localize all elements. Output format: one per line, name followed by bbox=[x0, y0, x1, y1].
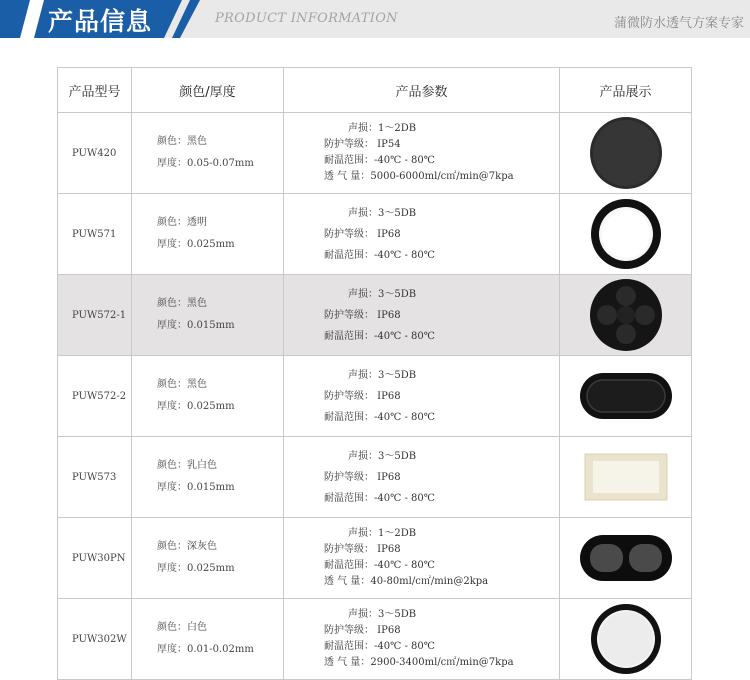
color-thickness-cell bbox=[132, 113, 284, 194]
model-cell: PUW571 bbox=[58, 194, 132, 275]
thickness-value: 厚度：0.015mm bbox=[157, 320, 235, 331]
color-thickness-cell bbox=[132, 437, 284, 518]
black-disc-icon bbox=[588, 115, 664, 191]
color-value: 颜色：白色 bbox=[157, 622, 207, 633]
spec-table bbox=[57, 67, 692, 680]
color-thickness-cell bbox=[132, 275, 284, 356]
product-image-cell bbox=[560, 194, 692, 275]
param-line: 防护等级： IP68 bbox=[324, 390, 401, 402]
product-image-cell bbox=[560, 356, 692, 437]
model-cell: PUW30PN bbox=[58, 518, 132, 599]
model-cell: PUW302W bbox=[58, 599, 132, 680]
clear-ring-icon bbox=[588, 196, 664, 272]
header-banner bbox=[0, 0, 750, 38]
white-ring-icon bbox=[588, 601, 664, 677]
gray-double-oval-icon bbox=[578, 533, 674, 583]
table-row bbox=[58, 356, 692, 437]
table-row bbox=[58, 275, 692, 356]
header-color-thickness: 颜色/厚度 bbox=[132, 68, 284, 113]
param-line: 声损：3～5DB bbox=[348, 450, 417, 462]
color-value: 颜色：黑色 bbox=[157, 298, 207, 309]
param-line: 防护等级： IP68 bbox=[324, 309, 401, 321]
param-line: 耐温范围：-40℃ - 80℃ bbox=[324, 411, 435, 423]
param-line: 声损：1～2DB bbox=[348, 123, 417, 134]
color-thickness-cell bbox=[132, 356, 284, 437]
param-line: 耐温范围：-40℃ - 80℃ bbox=[324, 330, 435, 342]
params-cell bbox=[284, 275, 560, 356]
color-thickness-cell bbox=[132, 194, 284, 275]
param-line: 耐温范围：-40℃ - 80℃ bbox=[324, 492, 435, 504]
table-row bbox=[58, 113, 692, 194]
params-cell bbox=[284, 356, 560, 437]
model-cell: PUW573 bbox=[58, 437, 132, 518]
product-image-cell bbox=[560, 599, 692, 680]
header-slogan: 蒲微防水透气方案专家 bbox=[613, 16, 744, 31]
header-model: 产品型号 bbox=[58, 68, 132, 113]
color-value: 颜色：透明 bbox=[157, 217, 207, 228]
thickness-value: 厚度：0.025mm bbox=[157, 401, 235, 412]
product-image-cell bbox=[560, 113, 692, 194]
model-cell: PUW572-2 bbox=[58, 356, 132, 437]
color-thickness-cell bbox=[132, 599, 284, 680]
black-quad-disc-icon bbox=[588, 277, 664, 353]
page-title: 产品信息 bbox=[48, 7, 153, 36]
table-row bbox=[58, 437, 692, 518]
thickness-value: 厚度：0.05-0.07mm bbox=[157, 158, 254, 169]
thickness-value: 厚度：0.025mm bbox=[157, 239, 235, 250]
cream-rect-icon bbox=[583, 452, 669, 502]
param-line: 透 气 量：5000-6000ml/c㎡/min@7kpa bbox=[324, 171, 514, 182]
header-image: 产品展示 bbox=[560, 68, 692, 113]
param-line: 耐温范围：-40℃ - 80℃ bbox=[324, 155, 435, 166]
black-oval-icon bbox=[578, 371, 674, 421]
param-line: 防护等级： IP54 bbox=[324, 139, 401, 150]
product-image-cell bbox=[560, 518, 692, 599]
param-line: 透 气 量：40-80ml/c㎡/min@2kpa bbox=[324, 576, 489, 587]
model-cell: PUW420 bbox=[58, 113, 132, 194]
page-subtitle-en: PRODUCT INFORMATION bbox=[215, 11, 398, 26]
params-cell bbox=[284, 437, 560, 518]
color-value: 颜色：乳白色 bbox=[157, 460, 217, 471]
product-image-cell bbox=[560, 437, 692, 518]
color-value: 颜色：黑色 bbox=[157, 379, 207, 390]
param-line: 声损：3～5DB bbox=[348, 609, 417, 620]
table-row bbox=[58, 518, 692, 599]
params-cell bbox=[284, 194, 560, 275]
table-header-row bbox=[58, 68, 692, 113]
color-thickness-cell bbox=[132, 518, 284, 599]
param-line: 防护等级： IP68 bbox=[324, 471, 401, 483]
param-line: 声损：3～5DB bbox=[348, 369, 417, 381]
param-line: 耐温范围：-40℃ - 80℃ bbox=[324, 641, 435, 652]
param-line: 透 气 量：2900-3400ml/c㎡/min@7kpa bbox=[324, 657, 514, 668]
table-row bbox=[58, 599, 692, 680]
param-line: 防护等级： IP68 bbox=[324, 228, 401, 240]
color-value: 颜色：深灰色 bbox=[157, 541, 217, 552]
params-cell bbox=[284, 599, 560, 680]
thickness-value: 厚度：0.015mm bbox=[157, 482, 235, 493]
param-line: 耐温范围：-40℃ - 80℃ bbox=[324, 249, 435, 261]
param-line: 耐温范围：-40℃ - 80℃ bbox=[324, 560, 435, 571]
model-cell: PUW572-1 bbox=[58, 275, 132, 356]
param-line: 防护等级： IP68 bbox=[324, 544, 401, 555]
params-cell bbox=[284, 113, 560, 194]
param-line: 防护等级： IP68 bbox=[324, 625, 401, 636]
param-line: 声损：1～2DB bbox=[348, 528, 417, 539]
table-row bbox=[58, 194, 692, 275]
product-image-cell bbox=[560, 275, 692, 356]
params-cell bbox=[284, 518, 560, 599]
header-params: 产品参数 bbox=[284, 68, 560, 113]
param-line: 声损：3～5DB bbox=[348, 288, 417, 300]
color-value: 颜色：黑色 bbox=[157, 136, 207, 147]
thickness-value: 厚度：0.025mm bbox=[157, 563, 235, 574]
param-line: 声损：3～5DB bbox=[348, 207, 417, 219]
thickness-value: 厚度：0.01-0.02mm bbox=[157, 644, 254, 655]
